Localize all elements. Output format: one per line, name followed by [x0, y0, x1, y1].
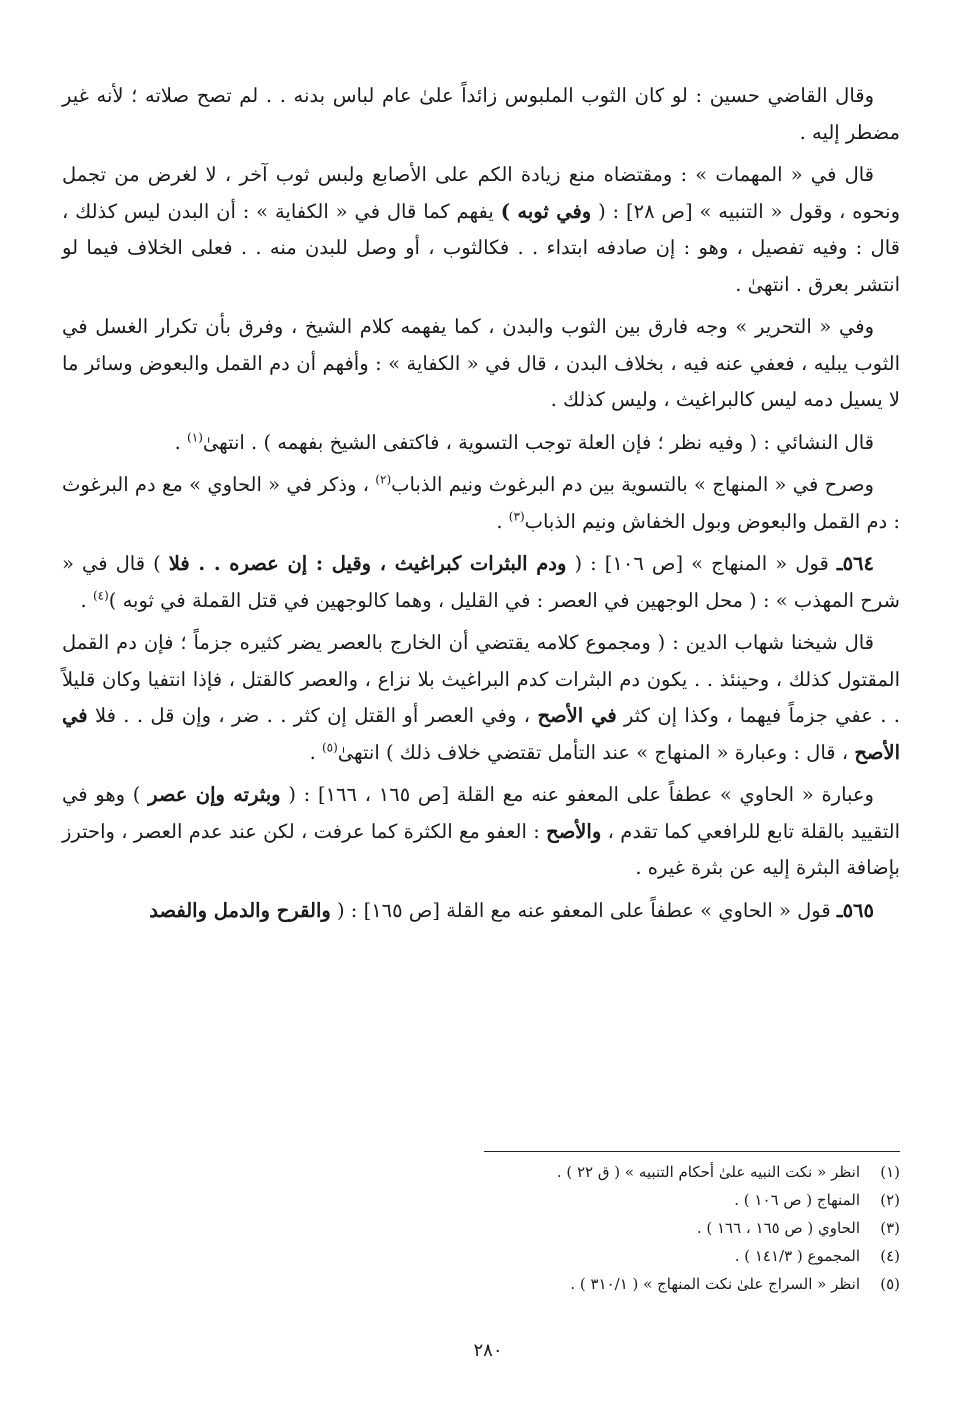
paragraph-8-bold-2: والأصح — [546, 819, 602, 843]
footnote-number: (٤) — [880, 1247, 900, 1265]
paragraph-5-end: . — [496, 509, 509, 533]
page-number: ٢٨٠ — [473, 1340, 503, 1361]
paragraph-5 — [62, 467, 900, 540]
paragraph-9 — [62, 893, 900, 930]
paragraph-4-text: قال النشائي : ( وفيه نظر ؛ فإن العلة توجب التسوية ، فاكتفى الشيخ بفهمه ) . انتهىٰ — [202, 430, 874, 454]
paragraph-2-text-c: يفهم كما قال في « الكفاية » : أن البدن ليس كذلك ، قال : وفيه تفصيل ، وهو : إن صادفه ابتداء . . فكالثوب ، أو وصل للبدن منه . . فعلى الخلاف فيما لو انتشر بعرق . انتهىٰ . — [62, 199, 900, 296]
paragraph-7-text-c: ، وفي العصر أو القتل إن كثر . . ضر ، وإن قل . . فلا — [87, 704, 538, 727]
paragraph-8-text-e: : العفو مع الكثرة كما عرفت ، لكن عند عدم العصر ، واحترز بإضافة البثرة إليه عن بثرة غيره . — [62, 819, 900, 879]
paragraph-9-text-a: قول « الحاوي » عطفاً على المعفو عنه مع القلة [ص ١٦٥] : ( — [330, 898, 837, 922]
footnote-number: (٣) — [880, 1219, 900, 1237]
footnote-ref-3[interactable]: (٣) — [508, 509, 525, 523]
paragraph-4 — [62, 425, 900, 462]
footnote-ref-2[interactable]: (٢) — [375, 472, 392, 487]
paragraph-8-text-c: ) وهو في التقييد بالقلة تابع للرافعي كما تقدم ، — [62, 783, 900, 843]
paragraph-1 — [62, 78, 900, 151]
paragraph-6-text-a: قول « المنهاج » [ص ١٠٦] : ( — [566, 552, 837, 575]
paragraph-7-text-a: قال شيخنا شهاب الدين : ( ومجموع كلامه يقتضي أن الخارج بالعصر يضر كثيره جزماً ؛ فإن دم القمل المقتول كذلك ، وحينئذ . . يكون دم البثرات كدم البراغيث بلا نزاع ، والعصر كالقتل ، فإذا انتفيا وكان قليلاً . . عفي جزماً فيهما ، وكذا إن كثر — [62, 631, 901, 727]
paragraph-2 — [62, 157, 900, 303]
footnote-ref-1[interactable]: (١) — [187, 430, 203, 444]
paragraph-7-bold-1: في الأصح — [537, 704, 617, 727]
footnote-divider — [484, 1151, 900, 1152]
footnote-2 — [62, 1186, 900, 1214]
footnote-text: انظر « السراج علىٰ نكت المنهاج » ( ٣١٠/١ ) . — [570, 1275, 860, 1293]
issue-number-565: ٥٦٥ـ — [836, 898, 874, 922]
footnotes — [62, 1158, 900, 1298]
paragraph-2-bold-quote: وفي ثوبه ) — [500, 199, 592, 223]
footnote-number: (٢) — [880, 1191, 900, 1209]
paragraph-6-end: . — [80, 588, 93, 612]
footnote-ref-4[interactable]: (٤) — [92, 588, 109, 602]
paragraph-8-text-a: وعبارة « الحاوي » عطفاً على المعفو عنه مع القلة [ص ١٦٥ ، ١٦٦] : ( — [280, 783, 874, 806]
footnote-text: انظر « نكت النبيه علىٰ أحكام التنبيه » ( ق ٢٢ ) . — [556, 1163, 860, 1181]
paragraph-5-text-b: ، وذكر في « الحاوي » مع دم البرغوث : دم القمل والبعوض وبول الخفاش ونيم الذباب — [62, 473, 900, 533]
footnote-text: المنهاج ( ص ١٠٦ ) . — [734, 1191, 860, 1209]
paragraph-7-text-e: ، قال : وعبارة « المنهاج » عند التأمل تقتضي خلاف ذلك ) انتهىٰ — [337, 740, 855, 764]
footnote-1 — [62, 1158, 900, 1186]
footnote-number: (٥) — [880, 1275, 900, 1293]
paragraph-5-text-a: وصرح في « المنهاج » بالتسوية بين دم البرغوث ونيم الذباب — [391, 473, 874, 496]
footnote-5 — [62, 1270, 900, 1298]
paragraph-8-bold-quote: وبثرته وإن عصر — [148, 783, 281, 806]
footnote-text: المجموع ( ١٤١/٣ ) . — [734, 1247, 860, 1265]
paragraph-6-text-c: ) قال في « شرح المهذب » : ( محل الوجهين في العصر : في القليل ، وهما كالوجهين في قتل القملة في ثوبه ) — [62, 552, 900, 612]
paragraph-3-text: وفي « التحرير » وجه فارق بين الثوب والبدن ، كما يفهمه كلام الشيخ ، وفرق بأن تكرار الغسل في الثوب يبليه ، فعفي عنه فيه ، بخلاف البدن ، قال في « الكفاية » : وأفهم أن دم القمل والبعوض وسائر ما لا يسيل دمه ليس كالبراغيث ، وليس كذلك . — [62, 315, 900, 411]
footnote-3 — [62, 1214, 900, 1242]
paragraph-4-end: . — [174, 430, 188, 454]
paragraph-7-bold-2: في الأصح — [62, 704, 900, 764]
footnote-4 — [62, 1242, 900, 1270]
paragraph-3 — [62, 309, 900, 419]
paragraph-2-text-a: قال في « المهمات » : ومقتضاه منع زيادة الكم على الأصابع ولبس ثوب آخر ، لا لغرض من تجمل ونحوه ، وقول « التنبيه » [ص ٢٨] : ( — [62, 163, 900, 223]
issue-number-564: ٥٦٤ـ — [836, 552, 874, 575]
footnote-text: الحاوي ( ص ١٦٥ ، ١٦٦ ) . — [696, 1219, 860, 1237]
paragraph-9-bold-quote: والقرح والدمل والفصد — [149, 898, 331, 922]
footnote-number: (١) — [880, 1163, 900, 1181]
paragraph-6 — [62, 546, 900, 619]
paragraph-7-end: . — [309, 740, 322, 764]
paragraph-8 — [62, 777, 900, 887]
paragraph-6-bold-quote: ودم البثرات كبراغيث ، وقيل : إن عصره . . فلا — [168, 552, 567, 575]
paragraph-1-text: وقال القاضي حسين : لو كان الثوب الملبوس زائداً علىٰ عام لباس بدنه . . لم تصح صلاته ؛ لأنه غير مضطر إليه . — [62, 84, 900, 144]
page-body — [62, 78, 900, 935]
paragraph-7 — [62, 625, 900, 771]
footnote-ref-5[interactable]: (٥) — [321, 740, 338, 754]
